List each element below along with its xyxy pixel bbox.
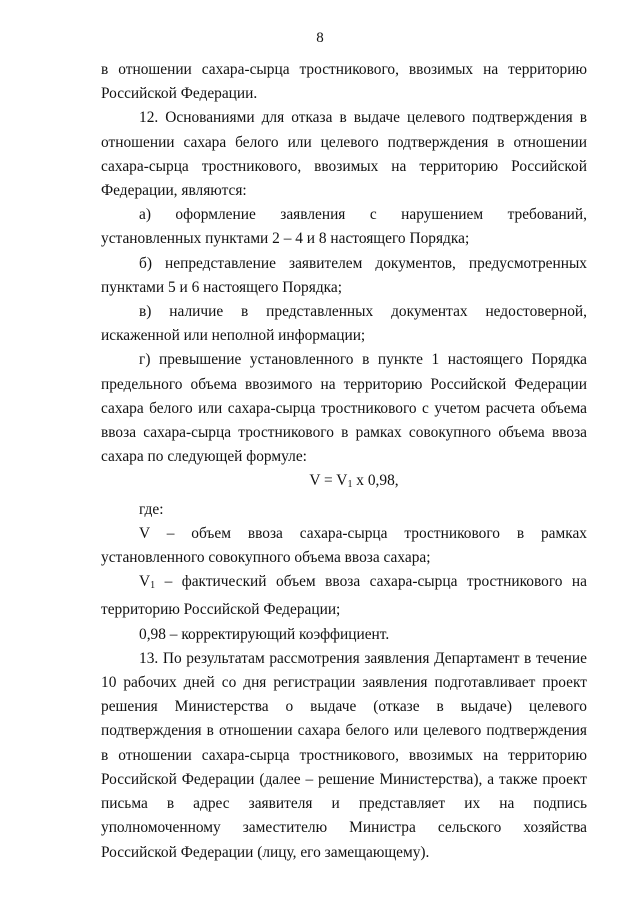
formula-subscript: 1 [347, 479, 353, 491]
where-label: где: [139, 500, 164, 518]
item-v: в) наличие в представленных документах недостоверной, искаженной или неполной информации; [101, 303, 587, 345]
paragraph-12: 12. Основаниями для отказа в выдаче целевого подтверждения в отношении сахара белого или целевого подтверждения в отношении сахара-сырца тростникового, ввозимых на территорию Российской Федерации, являются: [101, 109, 587, 200]
definition-v: V – объем ввоза сахара-сырца тростникового в рамках установленного совокупного объема ввоза сахара; [101, 524, 587, 567]
definition-v1 [101, 570, 587, 622]
item-a: а) оформление заявления с нарушением требований, установленных пунктами 2 – 4 и 8 настоящего Порядка; [101, 206, 587, 248]
page-number: 8 [316, 30, 324, 46]
document-body [101, 58, 587, 865]
paragraph-13: 13. По результатам рассмотрения заявления Департамент в течение 10 рабочих дней со дня регистрации заявления подготавливает проект решения Министерства о выдаче (отказе в выдаче) целевого подтверждения в отношении сахара белого или целевого подтверждения в отношении сахара-сырца тростникового, ввозимых на территорию Российской Федерации (далее – решение Министерства), а также проект письма в адрес заявителя и представляет их на подпись уполномоченному заместителю Министра сельского хозяйства Российской Федерации (лицу, его замещающему). [101, 649, 587, 861]
definition-coefficient: 0,98 – корректирующий коэффициент. [139, 625, 390, 643]
formula [101, 469, 587, 497]
definition-v1-symbol: V [139, 573, 151, 591]
formula-right: x 0,98, [352, 472, 399, 490]
item-b: б) непредставление заявителем документов, предусмотренных пунктами 5 и 6 настоящего Порядка; [101, 254, 587, 296]
paragraph-continuation: в отношении сахара-сырца тростникового, ввозимых на территорию Российской Федерации. [101, 61, 587, 103]
item-g: г) превышение установленного в пункте 1 настоящего Порядка предельного объема ввозимого на территорию Российской Федерации сахара белого или сахара-сырца тростникового с учетом расчета объема ввоза сахара-сырца тростникового в рамках совокупного объема ввоза сахара по следующей формуле: [101, 351, 587, 466]
definition-v1-subscript: 1 [150, 580, 156, 592]
formula-left: V = V [309, 472, 348, 490]
definition-v1-text: – фактический объем ввоза сахара-сырца тростникового на территорию Российской Федерации; [101, 573, 587, 619]
